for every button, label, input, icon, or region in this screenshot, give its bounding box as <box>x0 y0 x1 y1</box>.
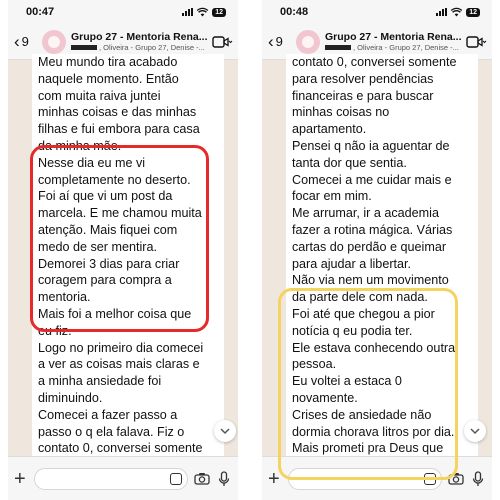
sticker-icon[interactable] <box>170 473 182 485</box>
message-line: novamente. <box>292 390 358 405</box>
group-members: , Oliveira - Grupo 27, Denise -... <box>99 43 205 52</box>
message-line: focar em mim. <box>292 189 372 204</box>
message-line: Comecei a fazer passo a <box>38 407 178 422</box>
message-line: notícia q eu podia ter. <box>292 323 413 338</box>
group-title: Grupo 27 - Mentoria Rena... <box>325 31 462 43</box>
message-line: filhas e fui embora para casa <box>38 122 200 137</box>
group-title: Grupo 27 - Mentoria Rena... <box>71 31 208 43</box>
message-line: minhas coisas e das minhas <box>38 105 197 120</box>
microphone-icon[interactable] <box>216 471 232 487</box>
wifi-icon <box>451 8 462 17</box>
microphone-icon[interactable] <box>470 471 486 487</box>
scroll-down-button[interactable] <box>464 420 486 442</box>
message-composer <box>8 456 238 500</box>
message-line: Ele estava conhecendo outra <box>292 340 456 355</box>
status-time: 00:47 <box>26 6 55 18</box>
unread-count: 9 <box>21 34 29 49</box>
signal-icon <box>436 8 447 16</box>
message-line: para ajudar a libertar. <box>292 256 412 271</box>
group-info[interactable] <box>325 31 462 52</box>
chevron-left-icon: ‹ <box>268 32 274 51</box>
phone-screen-right <box>262 0 492 500</box>
phone-screen-left <box>8 0 238 500</box>
message-line: tanta dor que sentia. <box>292 155 407 170</box>
message-line: Nesse dia eu me vi <box>38 155 146 170</box>
message-line: mentoria. <box>38 290 91 305</box>
message-line: fazer a rotina mágica. Várias <box>292 222 453 237</box>
sticker-icon[interactable] <box>424 473 436 485</box>
message-line: Logo no primeiro dia comecei <box>38 340 204 355</box>
message-line: eu fiz. <box>38 323 72 338</box>
message-line: minhas coisas no <box>292 105 390 120</box>
message-line: da minha mãe. <box>38 138 122 153</box>
message-line: naquele momento. Então <box>38 71 179 86</box>
message-input[interactable] <box>34 468 188 490</box>
message-line: medo de ser mentira. <box>38 239 157 254</box>
message-line: cartas do perdão e queimar <box>292 239 447 254</box>
message-line: a minha ansiedade foi <box>38 374 162 389</box>
message-line: para resolver pendências <box>292 71 434 86</box>
video-call-button[interactable] <box>208 36 232 48</box>
message-line: Me arrumar, ir a academia <box>292 206 439 221</box>
redacted-name <box>71 45 97 50</box>
message-line: Meu mundo tira acabado <box>38 55 178 69</box>
video-camera-icon <box>212 36 232 48</box>
message-line: Foi aí que vi um post da <box>38 189 173 204</box>
redacted-name <box>325 45 351 50</box>
video-camera-icon <box>466 36 486 48</box>
scroll-down-button[interactable] <box>214 420 236 442</box>
wifi-icon <box>197 8 208 17</box>
plus-icon[interactable]: + <box>14 467 26 490</box>
message-line: a ver as coisas mais claras e <box>38 357 200 372</box>
back-button[interactable] <box>14 33 42 50</box>
battery-icon: 12 <box>466 8 480 17</box>
message-line: Mais prometi pra Deus que <box>292 441 444 456</box>
message-line: completamente no deserto. <box>38 172 191 187</box>
message-line: Crises de ansiedade não <box>292 407 432 422</box>
chat-area[interactable] <box>8 55 238 456</box>
back-button[interactable] <box>268 33 296 50</box>
message-line: pessoa. <box>292 357 337 372</box>
chevron-down-icon <box>470 428 480 434</box>
message-line: Pensei q não ia aguentar de <box>292 138 450 153</box>
group-avatar[interactable] <box>296 30 320 54</box>
chevron-down-icon <box>220 428 230 434</box>
group-info[interactable] <box>71 31 208 52</box>
chat-area[interactable] <box>262 55 492 456</box>
unread-count: 9 <box>275 34 283 49</box>
message-line: financeiras e para buscar <box>292 88 434 103</box>
message-line: Demorei 3 dias para criar <box>38 256 180 271</box>
message-line: atenção. Mais fiquei com <box>38 222 178 237</box>
chevron-left-icon: ‹ <box>14 32 20 51</box>
camera-icon[interactable] <box>448 471 464 487</box>
message-line: marcela. E me chamou muita <box>38 206 202 221</box>
signal-icon <box>182 8 193 16</box>
plus-icon[interactable]: + <box>268 467 280 490</box>
video-call-button[interactable] <box>462 36 486 48</box>
message-line: com muita raiva juntei <box>38 88 161 103</box>
group-avatar[interactable] <box>42 30 66 54</box>
message-bubble[interactable] <box>286 54 478 464</box>
status-bar <box>262 0 492 24</box>
message-line: Comecei a me cuidar mais e <box>292 172 452 187</box>
battery-icon: 12 <box>212 8 226 17</box>
message-line: diminuindo. <box>38 390 103 405</box>
message-line: Eu voltei a estaca 0 <box>292 374 402 389</box>
camera-icon[interactable] <box>194 471 210 487</box>
message-line: dormia chorava litros por dia. <box>292 424 455 439</box>
message-line: passo o q ela falava. Fiz o <box>38 424 185 439</box>
message-line: apartamento. <box>292 122 367 137</box>
message-line: contato 0, conversei somente <box>292 55 457 69</box>
message-line: contato 0, conversei somente <box>38 441 203 456</box>
message-line: coragem para compra a <box>38 273 172 288</box>
message-line: da parte dele com nada. <box>292 290 428 305</box>
message-line: Mais foi a melhor coisa que <box>38 306 192 321</box>
group-members: , Oliveira - Grupo 27, Denise -... <box>353 43 459 52</box>
message-input[interactable] <box>288 468 442 490</box>
message-line: Foi até que chegou a pior <box>292 306 435 321</box>
message-composer <box>262 456 492 500</box>
status-bar <box>8 0 238 24</box>
message-bubble[interactable] <box>32 54 224 464</box>
message-line: Não via nem um movimento <box>292 273 449 288</box>
status-time: 00:48 <box>280 6 309 18</box>
